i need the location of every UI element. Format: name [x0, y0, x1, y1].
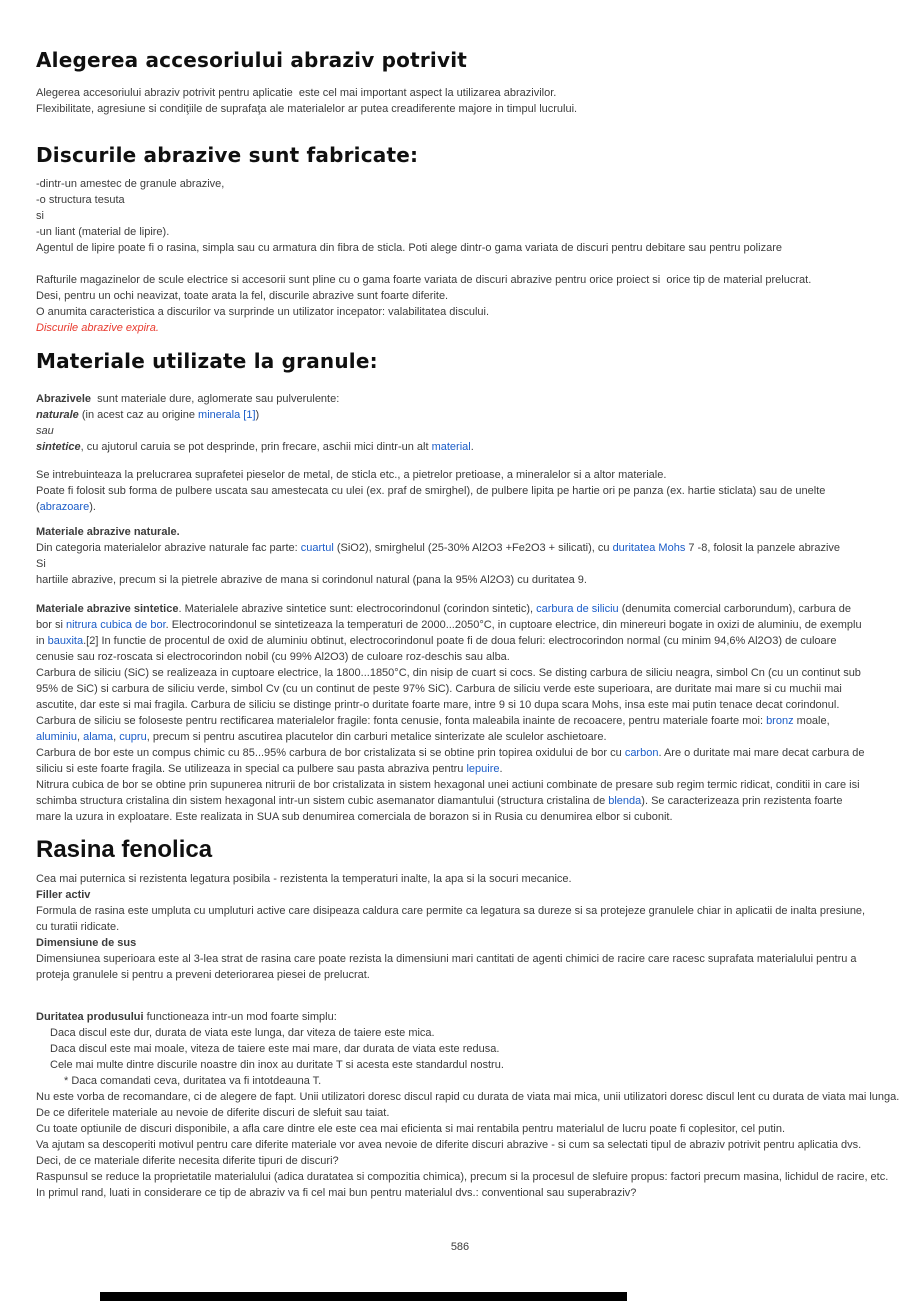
text-segment: Materiale abrazive naturale.	[36, 526, 180, 538]
text-segment: , precum si pentru ascutirea placutelor din carburi metalice sinterizate ale sculelor aschietoare.	[146, 731, 607, 743]
text-line: Va ajutam sa descoperiti motivul pentru care diferite materiale vor avea nevoie de diferite discuri abrazive - si cum sa selectati tipul de abraziv potrivit pentru aplicatia dvs.	[36, 1139, 862, 1151]
inline-link[interactable]: nitrura cubica de bor	[65, 619, 166, 631]
inline-link[interactable]: bauxita	[47, 635, 84, 647]
section-heading-fabricare: Discurile abrazive sunt fabricate:	[36, 143, 419, 167]
text-line	[36, 499, 884, 515]
text-segment: bor si	[36, 619, 66, 631]
intro-paragraph	[36, 85, 884, 117]
text-line: Alegerea accesoriului abraziv potrivit pentru aplicatie este cel mai important aspect la utilizarea abrazivilor.	[36, 87, 557, 99]
text-segment: Duritatea produsului	[36, 1011, 144, 1023]
text-segment: sintetice	[36, 441, 81, 453]
inline-link[interactable]: alama	[83, 731, 114, 743]
text-segment: ). Se caracterizeaza prin rezistenta foarte	[641, 795, 843, 807]
text-segment: Carbura de siliciu se foloseste pentru rectificarea materialelor fragile: fonta cenusie, fonta maleabila inainte de recoacere, pentru materiale foarte moi:	[36, 715, 767, 727]
text-line: Poate fi folosit sub forma de pulbere uscata sau amestecata cu ulei (ex. praf de smirghel), de pulbere lipita pe hartie ori pe panza (ex. hartie sticlata) sau de unelte	[36, 485, 826, 497]
text-line: Daca discul este mai moale, viteza de taiere este mai mare, dar durata de viata este redusa.	[50, 1043, 500, 1055]
text-segment: functioneaza intr-un mod foarte simplu:	[143, 1011, 337, 1023]
text-line: Dimensiunea superioara este al 3-lea strat de rasina care poate rezista la dimensiuni mari cantitati de agenti chimici de racire care racesc suprafata materialului pentru a	[36, 953, 857, 965]
fabricare-list	[36, 176, 884, 256]
text-segment: 7 -8, folosit la panzele abrazive	[685, 542, 841, 554]
text-line	[36, 617, 884, 633]
text-line: Daca discul este dur, durata de viata este lunga, dar viteza de taiere este mica.	[50, 1027, 435, 1039]
text-line: Formula de rasina este umpluta cu umpluturi active care disipeaza caldura care permite ca legatura sa dureze si sa protejeze granulele chiar in aplicatii de inalta presiune,	[36, 905, 866, 917]
text-line	[36, 423, 884, 439]
text-line: Cea mai puternica si rezistenta legatura posibila - rezistenta la temperaturi inalte, la apa si la socuri mecanice.	[36, 873, 572, 885]
text-line: si	[36, 210, 44, 222]
text-segment: ,	[76, 731, 84, 743]
text-line	[36, 729, 884, 745]
page-number: 586	[450, 1241, 470, 1253]
inline-link[interactable]: blenda	[608, 795, 642, 807]
text-segment: )	[255, 409, 260, 421]
text-segment: (in acest caz au origine	[78, 409, 199, 421]
text-line: Cu toate optiunile de discuri disponibile, a afla care dintre ele este cea mai eficienta si mai rentabila pentru materialul de lucru poate fi coplesitor, cel putin.	[36, 1123, 786, 1135]
text-line: Rafturile magazinelor de scule electrice si accesorii sunt pline cu o gama foarte variata de discuri abrazive pentru orice proiect si orice tip de material prelucrat.	[36, 274, 812, 286]
text-segment: (denumita comercial carborundum), carbura de	[618, 603, 852, 615]
text-line	[36, 439, 884, 455]
text-line: Agentul de lipire poate fi o rasina, simpla sau cu armatura din fibra de sticla. Poti alege dintr-o gama variata de discuri pentru debitare sau pentru polizare	[36, 242, 782, 254]
rasina-paragraph	[36, 871, 884, 983]
text-line: De ce diferitele materiale au nevoie de diferite discuri de slefuit sau taiat.	[36, 1107, 390, 1119]
text-line: mare la uzura in exploatare. Este realizata in SUA sub denumirea comerciala de borazon si in Rusia cu denumirea elbor si cubonit.	[36, 811, 673, 823]
text-segment: sunt materiale dure, aglomerate sau pulverulente:	[91, 393, 340, 405]
text-segment: Din categoria materialelor abrazive naturale fac parte:	[36, 542, 301, 554]
inline-link[interactable]: bronz	[766, 715, 794, 727]
text-line: * Daca comandati ceva, duritatea va fi intotdeauna T.	[64, 1075, 322, 1087]
text-line: ascutite, dar este si mai fragila. Carbura de siliciu se distinge printr-o duritate foarte mare, intre 9 si 10 dupa scara Mohs, insa este mai putin tenace decat corindonul.	[36, 699, 840, 711]
text-segment: Materiale abrazive sintetice	[36, 603, 179, 615]
subheading-filler-activ	[36, 887, 884, 903]
text-line: Se intrebuinteaza la prelucrarea suprafetei pieselor de metal, de sticla etc., a pietrelor pretioase, a mineralelor si a altor materiale.	[36, 469, 667, 481]
text-line	[36, 1009, 884, 1025]
fabricare-paragraph	[36, 272, 884, 336]
materiale-usage	[36, 467, 884, 515]
text-line	[36, 407, 884, 423]
inline-link[interactable]: carbura de siliciu	[536, 603, 619, 615]
text-segment: in	[36, 635, 48, 647]
inline-link[interactable]: lepuire	[466, 763, 500, 775]
text-line: Desi, pentru un ochi neavizat, toate arata la fel, discurile abrazive sunt foarte diferite.	[36, 290, 449, 302]
text-segment: Filler activ	[36, 889, 91, 901]
inline-link[interactable]: aluminiu	[36, 731, 77, 743]
text-line: Nu este vorba de recomandare, ci de alegere de fapt. Unii utilizatori doresc discul rapid cu durata de viata mai mica, unii utilizatori doresc discul lent cu durata de viata mai lunga.	[36, 1091, 900, 1103]
inline-link[interactable]: duritatea Mohs	[612, 542, 686, 554]
inline-link[interactable]: minerala [1]	[198, 409, 256, 421]
text-segment: .	[470, 441, 474, 453]
text-line: -o structura tesuta	[36, 194, 125, 206]
text-line: O anumita caracteristica a discurilor va surprinde un utilizator incepator: valabilitatea discului.	[36, 306, 490, 318]
text-segment: , cu ajutorul caruia se pot desprinde, prin frecare, aschii mici dintr-un alt	[80, 441, 432, 453]
text-segment: schimba structura cristalina din sistem hexagonal intr-un sistem cubic asemanator diamantului (structura cristalina de	[36, 795, 609, 807]
inline-link[interactable]: cupru	[119, 731, 147, 743]
text-line: cenusie sau roz-roscata si electrocorindon nobil (cu 99% Al2O3) de culoare roz-deschis sau alba.	[36, 651, 510, 663]
text-line: Cele mai multe dintre discurile noastre din inox au duritate T si acesta este standardul nostru.	[50, 1059, 504, 1071]
text-segment: Dimensiune de sus	[36, 937, 137, 949]
text-line: Carbura de siliciu (SiC) se realizeaza in cuptoare electrice, la 1800...1850°C, din nisip de cuart si cocs. Se disting carbura de siliciu neagra, simbol Cn (cu un continut sub	[36, 667, 861, 679]
text-line	[36, 793, 884, 809]
text-line: Deci, de ce materiale diferite necesita diferite tipuri de discuri?	[36, 1155, 339, 1167]
text-segment: .[2] In functie de procentul de oxid de aluminiu obtinut, electrocorindonul poate fi de doua feluri: electrocorindon normal (cu minim 94,6% Al2O3) de culoare	[83, 635, 837, 647]
section-heading-rasina: Rasina fenolica	[36, 836, 213, 863]
footer-bar	[100, 1292, 627, 1301]
text-segment: . Are o duritate mai mare decat carbura de	[658, 747, 865, 759]
inline-link[interactable]: cuartul	[300, 542, 334, 554]
text-segment: siliciu si este foarte fragila. Se utilizeaza in special ca pulbere sau pasta abraziva pentru	[36, 763, 467, 775]
text-line: Nitrura cubica de bor se obtine prin supunerea nitrurii de bor cristalizata in sistem hexagonal unei actiuni combinate de presare sub regim termic ridicat, conditii in care isi	[36, 779, 860, 791]
text-segment: .	[499, 763, 503, 775]
text-line	[36, 391, 884, 407]
text-segment: (	[36, 501, 40, 513]
text-line	[36, 601, 884, 617]
text-line: proteja granulele si pentru a preveni deteriorarea piesei de prelucrat.	[36, 969, 370, 981]
materiale-definition	[36, 391, 884, 455]
text-line	[36, 761, 884, 777]
text-line	[36, 633, 884, 649]
text-line: cu turatii ridicate.	[36, 921, 120, 933]
text-line: In primul rand, luati in considerare ce tip de abraziv va fi cel mai bun pentru materialul dvs.: conventional sau superabraziv?	[36, 1187, 637, 1199]
text-segment: sau	[36, 425, 54, 437]
text-line: 95% de SiC) si carbura de siliciu verde, simbol Cv (cu un continut de peste 97% SiC). Carbura de siliciu verde este superioara, are duritate mai mare si cu muchii mai	[36, 683, 842, 695]
subheading-dimensiune	[36, 935, 884, 951]
text-line	[36, 713, 884, 729]
expiry-note: Discurile abrazive expira.	[36, 322, 159, 334]
text-line	[36, 524, 884, 540]
text-segment: (SiO2), smirghelul (25-30% Al2O3 +Fe2O3 + silicati), cu	[333, 542, 613, 554]
page-title: Alegerea accesoriului abraziv potrivit	[36, 48, 468, 72]
inline-link[interactable]: abrazoare	[39, 501, 90, 513]
text-segment: naturale	[36, 409, 79, 421]
text-segment: ,	[113, 731, 120, 743]
inline-link[interactable]: material	[431, 441, 471, 453]
text-segment: ).	[89, 501, 96, 513]
materiale-naturale	[36, 524, 884, 588]
text-segment: Carbura de bor este un compus chimic cu 85...95% carbura de bor cristalizata si se obtine prin topirea oxidului de bor cu	[36, 747, 625, 759]
text-segment: Abrazivele	[36, 393, 92, 405]
text-line	[36, 745, 884, 761]
materiale-sintetice	[36, 601, 884, 825]
section-heading-materiale: Materiale utilizate la granule:	[36, 349, 378, 373]
text-line: Flexibilitate, agresiune si condiţiile de suprafaţa ale materialelor ar putea creadiferente majore in timpul lucrului.	[36, 103, 578, 115]
text-segment: . Materialele abrazive sintetice sunt: electrocorindonul (corindon sintetic),	[178, 603, 537, 615]
text-line: Raspunsul se reduce la proprietatile materialului (adica duratatea si compozitia chimica), precum si la procesul de slefuire propus: factori precum masina, lichidul de racire, etc.	[36, 1171, 889, 1183]
inline-link[interactable]: carbon	[624, 747, 659, 759]
duritate-paragraph	[36, 1009, 900, 1201]
text-line: Si	[36, 558, 46, 570]
text-segment: . Electrocorindonul se sintetizeaza la temperaturi de 2000...2050°C, in cuptoare electrice, din minereuri bogate in oxizi de aluminiu, de exemplu	[165, 619, 862, 631]
text-line: hartiile abrazive, precum si la pietrele abrazive de mana si corindonul natural (pana la 95% Al2O3) cu duritatea 9.	[36, 574, 587, 586]
text-line	[36, 540, 884, 556]
text-line: -dintr-un amestec de granule abrazive,	[36, 178, 225, 190]
text-segment: moale,	[793, 715, 830, 727]
text-line: -un liant (material de lipire).	[36, 226, 170, 238]
